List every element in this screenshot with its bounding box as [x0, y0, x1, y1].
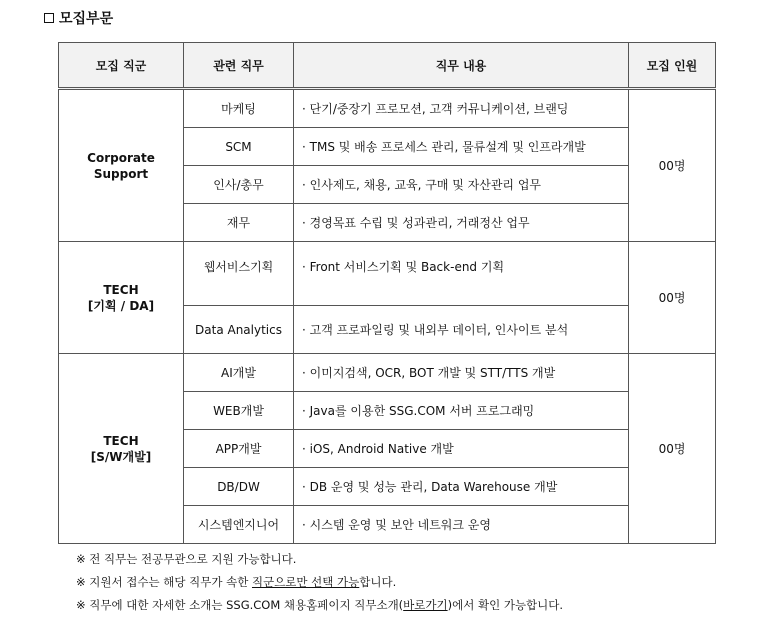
category-cell: [59, 242, 184, 354]
role-cell: APP개발: [184, 430, 294, 468]
category-line-1: Corporate: [87, 150, 155, 165]
note-application-prefix: ※ 지원서 접수는 해당 직무가 속한: [76, 575, 252, 589]
category-line-2: Support: [93, 166, 149, 181]
description-cell: · TMS 및 배송 프로세스 관리, 물류설계 및 인프라개발: [294, 128, 629, 166]
description-cell: · Java를 이용한 SSG.COM 서버 프로그래밍: [294, 392, 629, 430]
header-role: 관련 직무: [184, 43, 294, 89]
category-line-2: [기획 / DA]: [87, 298, 155, 313]
description-cell: · 시스템 운영 및 보안 네트워크 운영: [294, 506, 629, 544]
table-row: [59, 354, 716, 392]
headcount-cell: 00명: [629, 242, 716, 354]
headcount-cell: 00명: [629, 354, 716, 544]
category-line-1: TECH: [103, 433, 139, 448]
category-line-1: TECH: [103, 282, 139, 297]
checkbox-square-icon: [44, 13, 54, 23]
description-cell: · 인사제도, 채용, 교육, 구매 및 자산관리 업무: [294, 166, 629, 204]
note-major: ※ 전 직무는 전공무관으로 지원 가능합니다.: [76, 552, 297, 566]
headcount-cell: 00명: [629, 89, 716, 242]
role-cell: 인사/총무: [184, 166, 294, 204]
role-cell: WEB개발: [184, 392, 294, 430]
description-cell: · Front 서비스기획 및 Back-end 기획: [294, 242, 629, 306]
note-details: [76, 594, 563, 617]
description-cell: · 단기/중장기 프로모션, 고객 커뮤니케이션, 브랜딩: [294, 89, 629, 128]
recruitment-table: [58, 42, 716, 544]
table-row: [59, 242, 716, 306]
role-cell: AI개발: [184, 354, 294, 392]
role-cell: 웹서비스기획: [184, 242, 294, 306]
role-cell: DB/DW: [184, 468, 294, 506]
header-description: 직무 내용: [294, 43, 629, 89]
role-cell: 마케팅: [184, 89, 294, 128]
notes: [76, 548, 563, 617]
category-cell: [59, 89, 184, 242]
section-title: 모집부문: [59, 11, 114, 27]
table-row: [59, 89, 716, 128]
note-application-emphasis: 직군으로만 선택 가능: [251, 575, 360, 589]
table-header-row: [59, 43, 716, 89]
description-cell: · 이미지검색, OCR, BOT 개발 및 STT/TTS 개발: [294, 354, 629, 392]
description-cell: · iOS, Android Native 개발: [294, 430, 629, 468]
category-line-2: [S/W개발]: [90, 449, 152, 464]
category-cell: [59, 354, 184, 544]
header-category: 모집 직군: [59, 43, 184, 89]
description-cell: · 경영목표 수립 및 성과관리, 거래정산 업무: [294, 204, 629, 242]
note-application: [76, 571, 563, 594]
shortcut-link[interactable]: 바로가기: [403, 598, 448, 612]
header-headcount: 모집 인원: [629, 43, 716, 89]
note-details-prefix: ※ 직무에 대한 자세한 소개는 SSG.COM 채용홈페이지 직무소개(: [76, 598, 404, 612]
role-cell: Data Analytics: [184, 306, 294, 354]
role-cell: SCM: [184, 128, 294, 166]
role-cell: 재무: [184, 204, 294, 242]
description-cell: · 고객 프로파일링 및 내외부 데이터, 인사이트 분석: [294, 306, 629, 354]
role-cell: 시스템엔지니어: [184, 506, 294, 544]
note-details-suffix: )에서 확인 가능합니다.: [447, 598, 564, 612]
section-heading: [44, 8, 113, 28]
note-application-suffix: 합니다.: [359, 575, 397, 589]
description-cell: · DB 운영 및 성능 관리, Data Warehouse 개발: [294, 468, 629, 506]
